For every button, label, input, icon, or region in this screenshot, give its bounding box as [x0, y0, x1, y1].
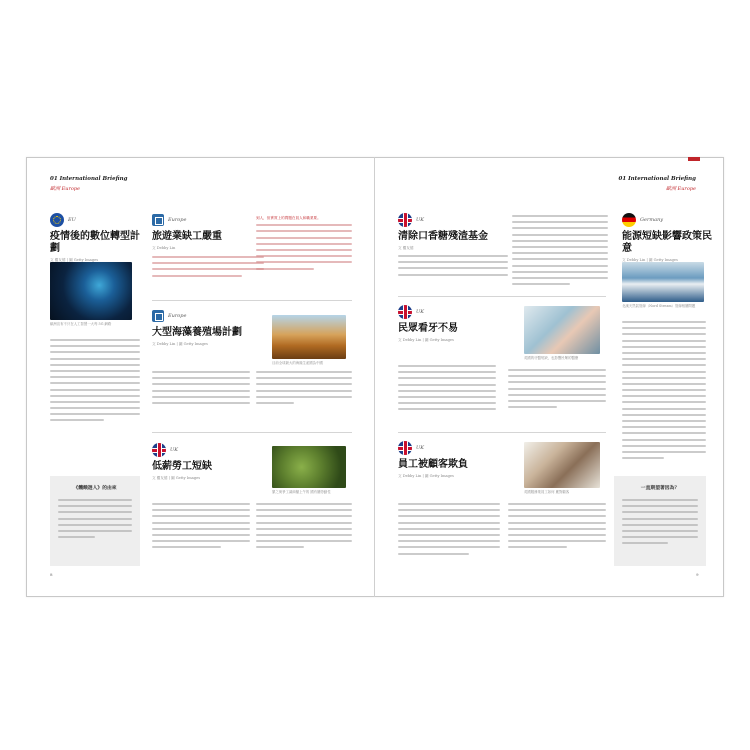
region-tag: Europe — [168, 217, 187, 223]
eu-flag-icon — [50, 213, 64, 227]
article-title: 能源短缺影響政策民意 — [622, 231, 712, 254]
section-divider — [152, 432, 352, 433]
sidebar-title: 《饑餓遊人》的由來 — [73, 485, 117, 491]
article-body — [508, 500, 606, 553]
photo-caption: 緊之荷爭工調商額上午的 國有關勞動性 — [272, 490, 331, 494]
region-tag: UK — [416, 217, 424, 223]
article-europe-tourism — [152, 212, 264, 281]
section-divider — [152, 300, 352, 301]
region-tag: Germany — [640, 217, 664, 223]
photo-caption: 英國的牙醫短缺，也影響民眾的醫療 — [524, 356, 579, 360]
page-number-left: 8 — [50, 572, 53, 577]
region-tag: Europe — [168, 313, 187, 319]
pipeline-photo — [622, 262, 704, 302]
left-page-header: 01 International Briefing — [50, 176, 128, 182]
right-page-section: 歐洲 Europe — [665, 186, 696, 192]
article-byline: 文 羅友德 — [398, 246, 414, 250]
article-title: 疫情後的數位轉型計劃 — [50, 231, 140, 254]
region-tag: UK — [170, 447, 178, 453]
article-uk-gum — [398, 212, 508, 280]
article-body — [398, 500, 500, 559]
article-title: 民眾看牙不易 — [398, 323, 458, 334]
uk-flag-icon — [152, 443, 166, 457]
right-page-header: 01 International Briefing — [618, 176, 696, 182]
article-uk-labour — [152, 442, 262, 481]
article-title: 大型海藻養殖場計劃 — [152, 327, 242, 338]
left-page-section: 歐洲 Europe — [50, 186, 81, 192]
photo-caption: 目前全球最大的海藻生產國為中國 — [272, 361, 323, 365]
uk-flag-icon — [398, 441, 412, 455]
photo-caption: 英國服務業員工如何 應對顧客 — [524, 490, 570, 494]
farm-worker-photo — [272, 446, 346, 488]
sidebar-box-left — [50, 476, 140, 566]
article-europe-tourism-cont — [256, 212, 352, 274]
article-eu — [50, 212, 140, 263]
article-title: 低薪勞工短缺 — [152, 461, 212, 472]
article-title: 旅遊業缺工嚴重 — [152, 231, 222, 242]
article-body — [50, 336, 140, 426]
europe-map-photo — [50, 262, 132, 320]
page-number-right: 9 — [696, 572, 699, 577]
germany-flag-icon — [622, 213, 636, 227]
section-divider — [398, 432, 606, 433]
article-body — [256, 368, 352, 408]
section-divider — [398, 296, 606, 297]
dentist-photo — [524, 306, 600, 354]
customer-staff-photo — [524, 442, 600, 488]
page-gutter — [374, 157, 375, 597]
sidebar-title: 一直期望著因為？ — [640, 485, 680, 491]
article-seaweed — [152, 308, 262, 347]
article-uk-dental — [398, 304, 508, 343]
sidebar-box-right — [614, 476, 706, 566]
uk-flag-icon — [398, 305, 412, 319]
article-byline: 文 Debby Lin — [152, 246, 176, 250]
article-text-red: 到人，但實質上的問題在員人和職業要。 — [256, 216, 321, 220]
article-germany — [622, 212, 718, 263]
article-body — [152, 368, 250, 408]
article-byline: 文 羅友德 | 圖 Getty Images — [50, 258, 99, 262]
uk-flag-icon — [398, 213, 412, 227]
article-byline: 文 Debby Lin | 圖 Getty Images — [622, 258, 678, 262]
article-body — [508, 366, 606, 412]
article-byline: 文 Debby Lin | 圖 Getty Images — [398, 474, 454, 478]
region-tag: UK — [416, 309, 424, 315]
accent-tab — [688, 157, 700, 161]
article-body — [622, 318, 706, 463]
europe-flag-icon — [152, 214, 164, 226]
article-uk-staff — [398, 440, 508, 479]
article-title: 清除口香糖殘渣基金 — [398, 231, 488, 242]
article-body — [398, 362, 496, 415]
seaweed-photo — [272, 315, 346, 359]
photo-caption: 歐洲宣布不只在人工智慧一大每 5G 網路 — [50, 322, 112, 326]
article-byline: 文 Debby Lin | 圖 Getty Images — [152, 342, 208, 346]
europe-flag-icon — [152, 310, 164, 322]
region-tag: UK — [416, 445, 424, 451]
article-title: 員工被顧客欺負 — [398, 459, 468, 470]
article-body — [152, 500, 250, 553]
article-body — [256, 500, 352, 553]
article-byline: 文 羅友德 | 圖 Getty Images — [152, 476, 201, 480]
article-body — [512, 212, 608, 289]
region-tag: EU — [68, 217, 76, 223]
article-byline: 文 Debby Lin | 圖 Getty Images — [398, 338, 454, 342]
photo-caption: 北溪天然氣管線（Nord Stream）管線相關問題 — [622, 304, 696, 308]
